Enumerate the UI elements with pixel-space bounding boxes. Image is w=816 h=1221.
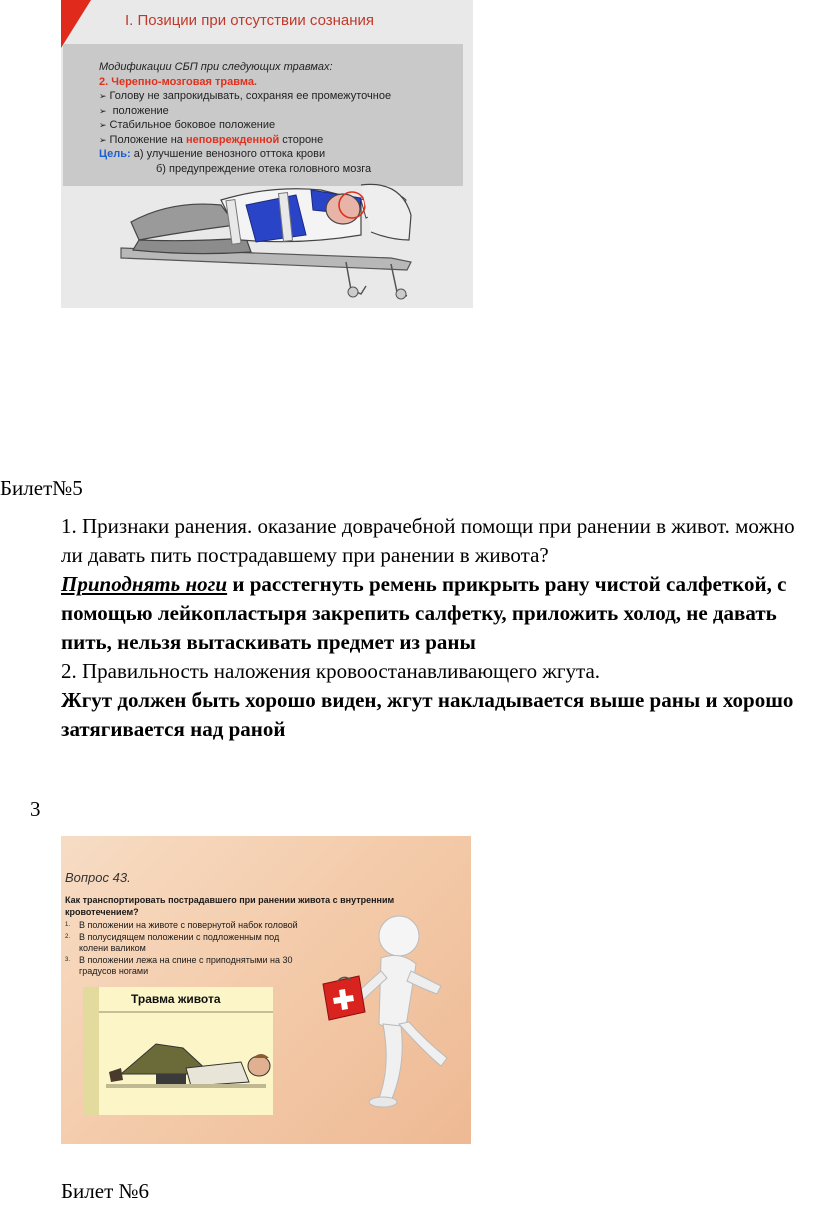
arrow-bullet-icon: ➢ bbox=[99, 105, 107, 116]
ticket-5-content bbox=[61, 512, 806, 744]
running-figure-with-first-aid-kit bbox=[323, 916, 447, 1107]
item-number-3: 3 bbox=[30, 797, 41, 821]
slide1-bullet: ➢ Положение на неповрежденной стороне bbox=[99, 133, 324, 146]
arrow-bullet-icon: ➢ bbox=[99, 91, 107, 101]
patient-head bbox=[326, 194, 360, 224]
question-2: 2. Правильность наложения кровоостанавливающего жгута. bbox=[61, 659, 601, 683]
list-item: 3. В положении лежа на спине с приподнятыми на 30 градусов ногами bbox=[65, 954, 293, 976]
slide1-goal-b: б) предупреждение отека головного мозга bbox=[156, 162, 372, 175]
slide1-goal: Цель: а) улучшение венозного оттока крови bbox=[99, 148, 326, 160]
slide2-question: Как транспортировать пострадавшего при ранении живота с внутренним кровотечением? bbox=[65, 895, 395, 917]
arrow-bullet-icon: ➢ bbox=[99, 120, 107, 130]
slide1-bullet: ➢ Стабильное боковое положение bbox=[99, 119, 276, 131]
slide1-trauma: 2. Черепно-мозговая травма. bbox=[99, 75, 257, 88]
patient-raised-legs-figure bbox=[106, 1044, 270, 1088]
answer-1-emphasis: Приподнять ноги bbox=[61, 572, 228, 596]
answer-1-rest: и расстегнуть ремень прикрыть рану чистой салфеткой, с помощью лейкопластыря закрепить салфетку, приложить холод, не давать пить, нельзя вытаскивать предмет из раны bbox=[61, 572, 787, 654]
slide1-bullet: ➢ положение bbox=[99, 104, 169, 117]
arrow-bullet-icon: ➢ bbox=[99, 134, 107, 145]
slide1-heading: Модификации СБП при следующих травмах: bbox=[99, 61, 333, 73]
slide-question-43 bbox=[61, 836, 471, 1144]
slide2-title: Вопрос 43. bbox=[65, 870, 131, 885]
list-item: 2. В полусидящем положении с подложенным под колени валиком bbox=[65, 931, 280, 953]
slide-unconscious-positions bbox=[61, 0, 473, 308]
slide1-bullet: ➢ Голову не запрокидывать, сохраняя ее промежуточное bbox=[99, 90, 392, 102]
answer-1 bbox=[61, 570, 806, 657]
answer-2: Жгут должен быть хорошо виден, жгут накладывается выше раны и хорошо затягивается над раной bbox=[61, 688, 794, 741]
list-item: 1. В положении на животе с повернутой набок головой bbox=[65, 920, 298, 930]
question-1: 1. Признаки ранения. оказание доврачебной помощи при ранении в живот. можно ли давать пить пострадавшему при ранении в живота? bbox=[61, 514, 795, 567]
slide1-title: I. Позиции при отсутствии сознания bbox=[125, 12, 375, 29]
ticket-5-heading: Билет№5 bbox=[0, 476, 83, 500]
ticket-6-heading: Билет №6 bbox=[61, 1179, 150, 1203]
abdominal-trauma-title: Травма живота bbox=[131, 992, 221, 1006]
stretcher-patient-illustration bbox=[61, 0, 473, 308]
slide2-illustrations bbox=[61, 836, 471, 1144]
